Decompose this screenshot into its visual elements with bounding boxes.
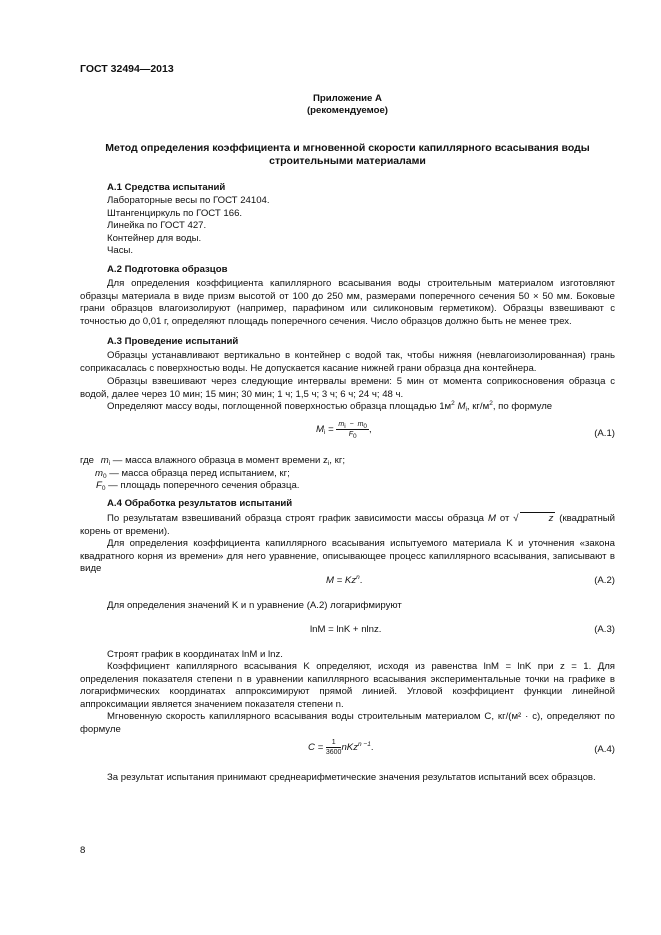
list-item: Лабораторные весы по ГОСТ 24104.: [107, 195, 270, 206]
section-a3-paragraph-2: Образцы взвешивают через следующие интервалы времени: 5 мин от момента соприкосновения образца с водой, далее через 10 мин; 15 мин; 30 мин; 1 ч; 1,5 ч; 3 ч; 6 ч; 24 ч; 48 ч.: [80, 376, 615, 400]
section-a4-paragraph-1: По результатам взвешиваний образца строят график зависимости массы образца M от √ z (квадратный корень от времени).: [80, 513, 615, 537]
equation-number-a1: (А.1): [594, 428, 615, 439]
equation-number-a4: (А.4): [594, 744, 615, 755]
document-id: ГОСТ 32494—2013: [80, 63, 174, 75]
fraction: $\frac{1}{3600}$: [325, 739, 342, 756]
section-a2-paragraph: Для определения коэффициента капиллярного всасывания воды строительным материалом изготовляют образцы материала в виде призм высотой от 100 до 250 мм, размерами поперечного сечения 50 × 50 мм. Боковые грани образцов влагоизолируют (например, парафином или силиконовым герметиком). Образцы взвешивают с точностью до 0,01 г, определяют площадь поперечного сечения. Число образцов должно быть не менее трех.: [80, 278, 615, 327]
section-a4-paragraph-5: Коэффициент капиллярного всасывания K определяют, исходя из равенства lnM = lnK при z = 1. Для определения показателя степени n в уравнении капиллярного всасывания экспериментальные точки на графике в логарифмических координатах аппроксимируют прямой линией. Угловой коэффициент функции линейной аппроксимации является значением показателя степени n.: [80, 661, 615, 710]
equation-a1: $M_i$ = $\frac{m_i - m_0}{F_0}$ ,: [316, 421, 372, 440]
method-title: [80, 142, 615, 168]
equipment-list: [107, 195, 270, 258]
list-item: Штангенциркуль по ГОСТ 166.: [107, 207, 243, 219]
section-a4-paragraph-7: За результат испытания принимают среднеарифметические значения результатов испытаний всех образцов.: [107, 772, 596, 783]
where-line-3: $F_0$ — площадь поперечного сечения образца.: [96, 480, 300, 492]
section-a3-paragraph-3: Определяют массу воды, поглощенной поверхностью образца площадью $1м^2$ $M_i$, $кг/м^2$, по формуле: [107, 400, 553, 413]
section-a4-paragraph-4: Строят график в координатах lnM и lnz.: [107, 649, 283, 660]
list-item: Контейнер для воды.: [107, 232, 202, 244]
section-a1-heading: А.1 Средства испытаний: [107, 182, 226, 193]
section-a3-heading: А.3 Проведение испытаний: [107, 336, 239, 347]
method-title-line2: строительными материалами: [269, 155, 426, 167]
equation-number-a2: (А.2): [594, 575, 615, 586]
where-line-2: $m_0$ — масса образца перед испытанием, кг;: [95, 468, 290, 480]
section-a4-paragraph-6: Мгновенную скорость капиллярного всасывания воды строительным материалом C, кг/(м² · с), определяют по формуле: [80, 711, 615, 735]
where-line-1: где $m_i$ — масса влажного образца в момент времени $z_i$, кг;: [80, 455, 345, 467]
appendix-title: Приложение А: [313, 93, 382, 104]
page-number: 8: [80, 845, 86, 856]
section-a4-heading: А.4 Обработка результатов испытаний: [107, 498, 293, 509]
fraction: $\frac{m_i - m_0}{F_0}$: [338, 421, 368, 440]
section-a2-heading: А.2 Подготовка образцов: [107, 264, 228, 275]
equation-a4: C = $\frac{1}{3600}$ nKz$^{n -1}$.: [308, 739, 374, 756]
equation-number-a3: (А.3): [594, 624, 615, 635]
list-item: Линейка по ГОСТ 427.: [107, 220, 207, 232]
equation-a2: $M = Kz^n$.: [326, 574, 363, 586]
appendix-status: (рекомендуемое): [306, 105, 388, 116]
section-a3-paragraph-1: Образцы устанавливают вертикально в контейнер с водой так, чтобы нижняя (невлагоизолированная) грань соприкасалась с поверхностью воды. Не допускается касание нижней грани образца дна контейнера.: [80, 350, 615, 374]
section-a4-paragraph-3: Для определения значений K и n уравнение (А.2) логарифмируют: [107, 600, 402, 611]
section-a4-paragraph-2: Для определения коэффициента капиллярного всасывания испытуемого материала K и уточнения «закона квадратного корня из времени» для него уравнение, описывающее процесс капиллярного всасывания, записывают в виде: [80, 538, 615, 575]
list-item: Часы.: [107, 245, 134, 257]
method-title-line1: Метод определения коэффициента и мгновенной скорости капиллярного всасывания воды: [105, 142, 590, 154]
equation-a3: lnM = lnK + nlnz.: [310, 624, 382, 635]
